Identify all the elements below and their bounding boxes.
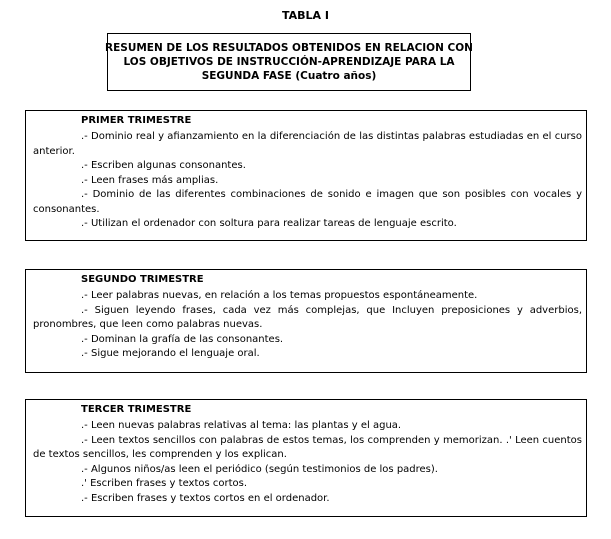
list-item: .- Dominio de las diferentes combinaciones de sonido e imagen que son posibles con vocales y consonantes. — [33, 189, 582, 215]
title-line-3: SEGUNDA FASE (Cuatro años) — [201, 70, 377, 82]
title-box — [107, 33, 471, 91]
list-item: .- Dominan la grafía de las consonantes. — [81, 333, 284, 345]
section-title: SEGUNDO TRIMESTRE — [81, 274, 204, 285]
section-title: TERCER TRIMESTRE — [81, 404, 192, 415]
list-item: .- Algunos niños/as leen el periódico (según testimonios de los padres). — [81, 463, 438, 475]
list-item: .- Sigue mejorando el lenguaje oral. — [81, 348, 260, 359]
list-item: .- Siguen leyendo frases, cada vez más complejas, que Incluyen preposiciones y adverbios, pronombres, que leen como palabras nuevas. — [33, 304, 582, 330]
list-item: .- Leen frases más amplias. — [81, 174, 219, 186]
title-line-1: RESUMEN DE LOS RESULTADOS OBTENIDOS EN RELACION CON — [105, 42, 473, 54]
section-tercer-trimestre — [25, 399, 587, 517]
title-line-2: LOS OBJETIVOS DE INSTRUCCIÓN-APRENDIZAJE PARA LA — [123, 56, 455, 68]
list-item: .- Utilizan el ordenador con soltura para realizar tareas de lenguaje escrito. — [81, 218, 457, 229]
section-segundo-trimestre — [25, 269, 587, 373]
list-item: .' Escriben frases y textos cortos. — [81, 478, 248, 489]
section-title: PRIMER TRIMESTRE — [81, 115, 192, 126]
list-item: .- Leen textos sencillos con palabras de estos temas, los comprenden y memorizan. .' Leen cuentos de textos sencillos, les comprenden y los explican. — [33, 434, 582, 460]
list-item: .- Escriben frases y textos cortos en el ordenador. — [81, 492, 330, 504]
list-item: .- Leer palabras nuevas, en relación a los temas propuestos espontáneamente. — [81, 290, 478, 301]
list-item: .- Leen nuevas palabras relativas al tema: las plantas y el agua. — [81, 420, 402, 431]
list-item: .- Escriben algunas consonantes. — [81, 160, 246, 171]
list-item: .- Dominio real y afianzamiento en la diferenciación de las distintas palabras estudiadas en el curso anterior. — [33, 131, 582, 157]
table-label: TABLA I — [282, 9, 329, 22]
section-primer-trimestre — [25, 110, 587, 241]
